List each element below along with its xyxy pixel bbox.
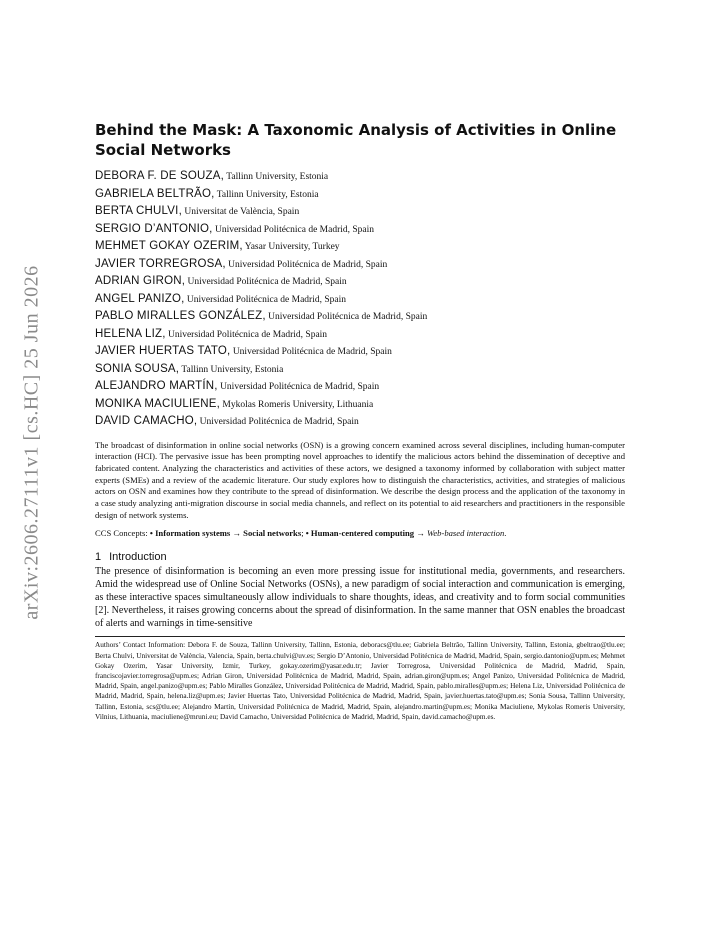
author-entry [95, 326, 625, 344]
author-name: DEBORA F. DE SOUZA, [95, 170, 225, 182]
author-name: BERTA CHULVI, [95, 205, 182, 217]
ccs-arrow: → [414, 528, 427, 539]
author-affiliation: Yasar University, Turkey [242, 242, 340, 252]
author-name: GABRIELA BELTRÃO, [95, 187, 215, 200]
footnote-rule [95, 636, 625, 637]
author-name: MEHMET GOKAY OZERIM, [95, 240, 243, 252]
author-entry [95, 378, 625, 396]
arxiv-identifier: arXiv:2606.27111v1 [cs.HC] 25 Jun 2026 [20, 264, 43, 620]
author-entry [95, 291, 625, 309]
author-entry [95, 203, 625, 221]
section-heading [95, 551, 625, 563]
author-entry [95, 273, 625, 291]
ccs-bullet-information-systems: • Information systems [149, 528, 231, 539]
author-affiliation: Universidad Politécnica de Madrid, Spain [230, 347, 392, 357]
contact-information-footnote: Authors’ Contact Information: Debora F. de Souza, Tallinn University, Tallinn, Estonia, deboracs@tlu.ee; Gabriela Beltrão, Tallinn University, Tallinn, Estonia, gbeltrao@tlu.ee; Berta Chulvi, Universitat de València, Valencia, Spain, berta.chulvi@uv.es; Sergio D’Antonio, Universidad Politécnica de Madrid, Madrid, Spain, sergio.dantonio@upm.es; Mehmet Gokay Ozerim, Yasar University, Izmir, Turkey, gokay.ozerim@yasar.edu.tr; Javier Torregrosa, Universidad Politécnica de Madrid, Madrid, Spain, franciscojavier.torregrosa@upm.es; Adrian Giron, Universidad Politécnica de Madrid, Madrid, Spain, adrian.giron@upm.es; Angel Panizo, Universidad Politécnica de Madrid, Madrid, Spain, angel.panizo@upm.es; Pablo Miralles González, Universidad Politécnica de Madrid, Madrid, Spain, pablo.miralles@upm.es; Helena Liz, Universidad Politécnica de Madrid, Madrid, Spain, helena.liz@upm.es; Javier Huertas Tato, Universidad Politécnica de Madrid, Madrid, Spain, javier.huertas.tato@upm.es; Sonia Sousa, Tallinn University, Tallinn, Estonia, scs@tlu.ee; Alejandro Martín, Universidad Politécnica de Madrid, Madrid, Spain, alejandro.martin@upm.es; Monika Maciuliene, Mykolas Romeris University, Vilnius, Lithuania, maciuliene@mruni.eu; David Camacho, Universidad Politécnica de Madrid, Madrid, Spain, david.camacho@upm.es. [95, 640, 625, 721]
ccs-term-web-based-interaction: Web-based interaction [426, 528, 505, 539]
author-entry [95, 221, 625, 239]
author-affiliation: Universidad Politécnica de Madrid, Spain [217, 382, 380, 392]
author-affiliation: Universidad Politécnica de Madrid, Spain [225, 259, 388, 270]
author-entry [95, 186, 625, 204]
author-name: SONIA SOUSA, [95, 362, 180, 375]
author-entry [95, 413, 625, 431]
author-entry [95, 396, 625, 414]
author-affiliation: Tallinn University, Estonia [224, 172, 329, 182]
author-entry [95, 256, 625, 274]
author-affiliation: Tallinn University, Estonia [179, 364, 284, 375]
author-entry [95, 343, 625, 361]
author-affiliation: Universidad Politécnica de Madrid, Spain [184, 294, 346, 305]
author-affiliation: Mykolas Romeris University, Lithuania [220, 399, 374, 410]
author-affiliation: Universidad Politécnica de Madrid, Spain [212, 224, 375, 235]
author-entry [95, 238, 625, 256]
ccs-bullet-hcc: • Human-centered computing [305, 528, 415, 539]
author-entry [95, 168, 625, 186]
author-affiliation: Universidad Politécnica de Madrid, Spain [197, 417, 359, 427]
introduction-paragraph: The presence of disinformation is becoming an even more pressing issue for institutional media, governments, and researchers. Amid the widespread use of Online Social Networks (OSNs), a new paradigm of social interaction and communication is emerging, as these interactive spaces simultaneously allow individuals to share thoughts, ideas, and creativity and to form social communities [2]. Nevertheless, it raises growing concerns about the spread of disinformation. In the same manner that OSN enables the broadcast of alerts and warnings in time-sensitive [95, 566, 625, 630]
paper-page [95, 120, 625, 722]
ccs-label: CCS Concepts: [95, 528, 150, 539]
author-name: JAVIER HUERTAS TATO, [95, 345, 231, 357]
author-affiliation: Tallinn University, Estonia [214, 189, 319, 200]
section-number: 1 [95, 551, 102, 564]
author-entry [95, 308, 625, 326]
author-name: DAVID CAMACHO, [95, 415, 198, 427]
abstract: The broadcast of disinformation in online social networks (OSN) is a growing concern examined across several disciplines, including human-computer interaction (HCI). The pervasive issue has been prompting novel approaches to identify the malicious actors behind the dissemination of deceptive and fabricated content. Analyzing the characteristics and activities of these actors, we designed a taxonomy informed by collaboration with subject matter experts (SMEs) and a review of the academic literature. Our study explores how to distinguish the characteristics, activities, and strategies of malicious actors on OSN and examines how they contribute to the spread of disinformation. We describe the design process and the application of the taxonomy in a case study analyzing anti-migration discourse in social media channels, and reflect on its potential to aid researchers and practitioners in the responsible design of network systems. [95, 439, 625, 520]
author-name: JAVIER TORREGROSA, [95, 257, 226, 270]
author-name: MONIKA MACIULIENE, [95, 397, 221, 410]
ccs-arrow: → [230, 528, 244, 539]
author-name: SERGIO D’ANTONIO, [95, 222, 213, 235]
author-entry [95, 361, 625, 379]
ccs-end: . [504, 528, 507, 539]
ccs-term-social-networks: Social networks [243, 528, 302, 539]
author-name: PABLO MIRALLES GONZÁLEZ, [95, 310, 266, 322]
author-affiliation: Universidad Politécnica de Madrid, Spain [185, 277, 347, 287]
author-name: ANGEL PANIZO, [95, 292, 185, 305]
section-title: Introduction [109, 551, 167, 564]
author-affiliation: Universidad Politécnica de Madrid, Spain [165, 329, 328, 340]
author-affiliation: Universitat de València, Spain [181, 207, 300, 217]
author-name: ADRIAN GIRON, [95, 275, 186, 287]
author-affiliation: Universidad Politécnica de Madrid, Spain [265, 312, 428, 322]
ccs-concepts [95, 527, 625, 539]
author-name: HELENA LIZ, [95, 327, 166, 340]
paper-title: Behind the Mask: A Taxonomic Analysis of Activities in Online Social Networks [95, 121, 617, 159]
arxiv-sidebar [12, 262, 52, 622]
ccs-separator: ; [301, 528, 306, 539]
author-name: ALEJANDRO MARTÍN, [95, 380, 218, 392]
author-list [95, 168, 625, 431]
